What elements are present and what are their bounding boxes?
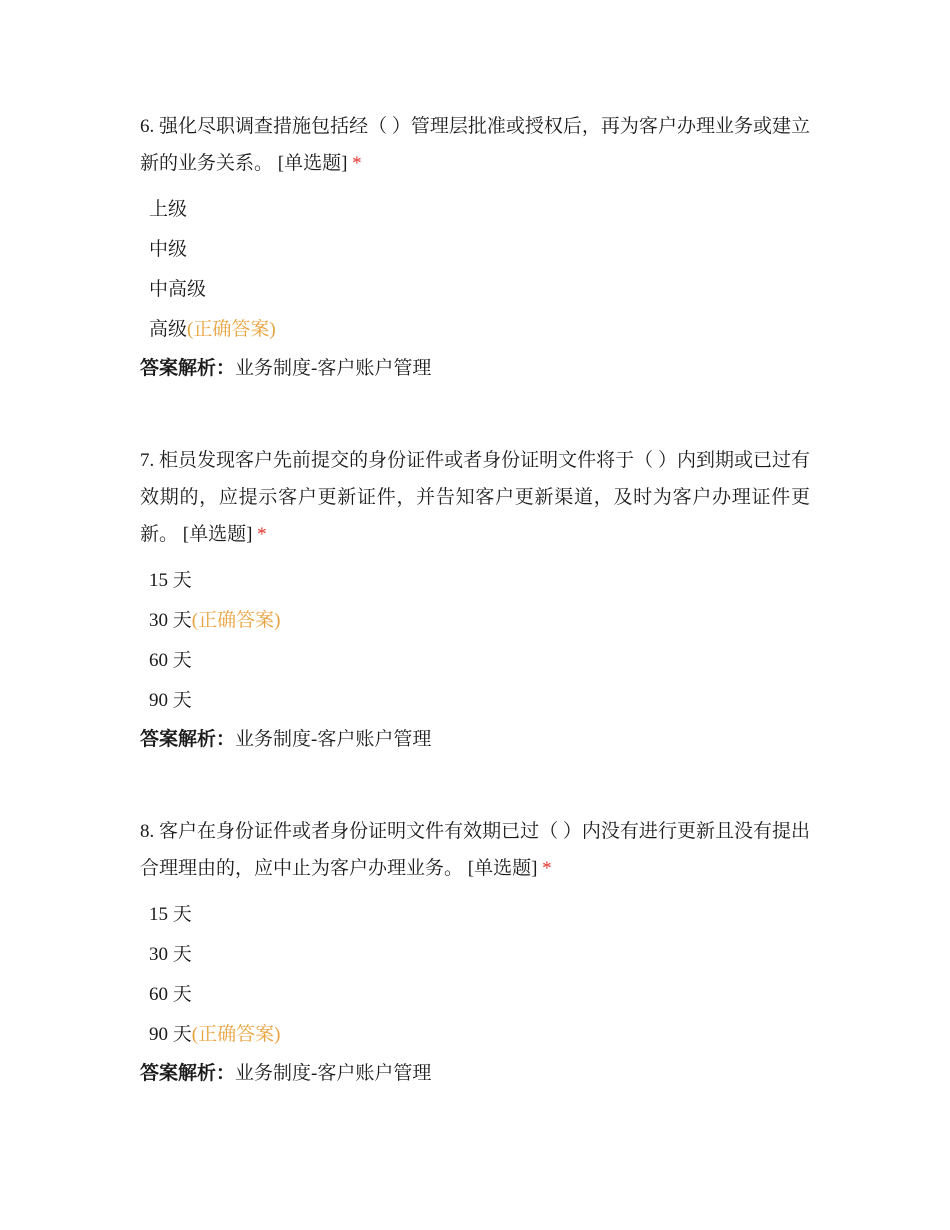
option-item: 15 天 xyxy=(149,904,192,925)
answer-analysis xyxy=(140,1055,810,1093)
option-item: 90 天 xyxy=(149,690,192,711)
question-text: 6. 强化尽职调查措施包括经（ ）管理层批准或授权后，再为客户办理业务或建立新的业务关系。 [单选题] * xyxy=(140,116,810,174)
quiz-page xyxy=(140,108,810,1147)
correct-answer-tag: (正确答案) xyxy=(187,319,276,340)
analysis-label: 答案解析： xyxy=(140,358,236,379)
required-mark: * xyxy=(352,153,362,174)
option-list xyxy=(140,561,810,721)
question-text: 7. 柜员发现客户先前提交的身份证件或者身份证明文件将于（ ）内到期或已过有效期的，应提示客户更新证件，并告知客户更新渠道，及时为客户办理证件更新。 [单选题] * xyxy=(140,450,810,545)
question-6 xyxy=(140,108,810,388)
option-item: 60 天 xyxy=(149,650,192,671)
option-item: 15 天 xyxy=(149,570,192,591)
option-item-correct: 90 天(正确答案) xyxy=(149,1024,281,1045)
question-7 xyxy=(140,442,810,759)
analysis-text: 业务制度-客户账户管理 xyxy=(235,729,432,750)
analysis-text: 业务制度-客户账户管理 xyxy=(235,358,432,379)
option-item-correct: 高级(正确答案) xyxy=(149,319,276,340)
analysis-label: 答案解析： xyxy=(140,1063,236,1084)
option-item: 中级 xyxy=(149,239,188,260)
option-item: 60 天 xyxy=(149,984,192,1005)
analysis-text: 业务制度-客户账户管理 xyxy=(235,1063,432,1084)
question-8 xyxy=(140,813,810,1093)
correct-answer-tag: (正确答案) xyxy=(191,610,281,631)
option-item: 30 天 xyxy=(149,944,192,965)
answer-analysis xyxy=(140,721,810,759)
option-item: 上级 xyxy=(149,199,188,220)
correct-answer-tag: (正确答案) xyxy=(191,1024,281,1045)
option-list xyxy=(140,895,810,1055)
option-item: 中高级 xyxy=(149,279,207,300)
required-mark: * xyxy=(542,858,552,879)
answer-analysis xyxy=(140,350,810,388)
question-text: 8. 客户在身份证件或者身份证明文件有效期已过（ ）内没有进行更新且没有提出合理理由的，应中止为客户办理业务。 [单选题] * xyxy=(140,821,810,879)
option-list xyxy=(140,190,810,350)
option-item-correct: 30 天(正确答案) xyxy=(149,610,281,631)
required-mark: * xyxy=(257,524,267,545)
analysis-label: 答案解析： xyxy=(140,729,236,750)
